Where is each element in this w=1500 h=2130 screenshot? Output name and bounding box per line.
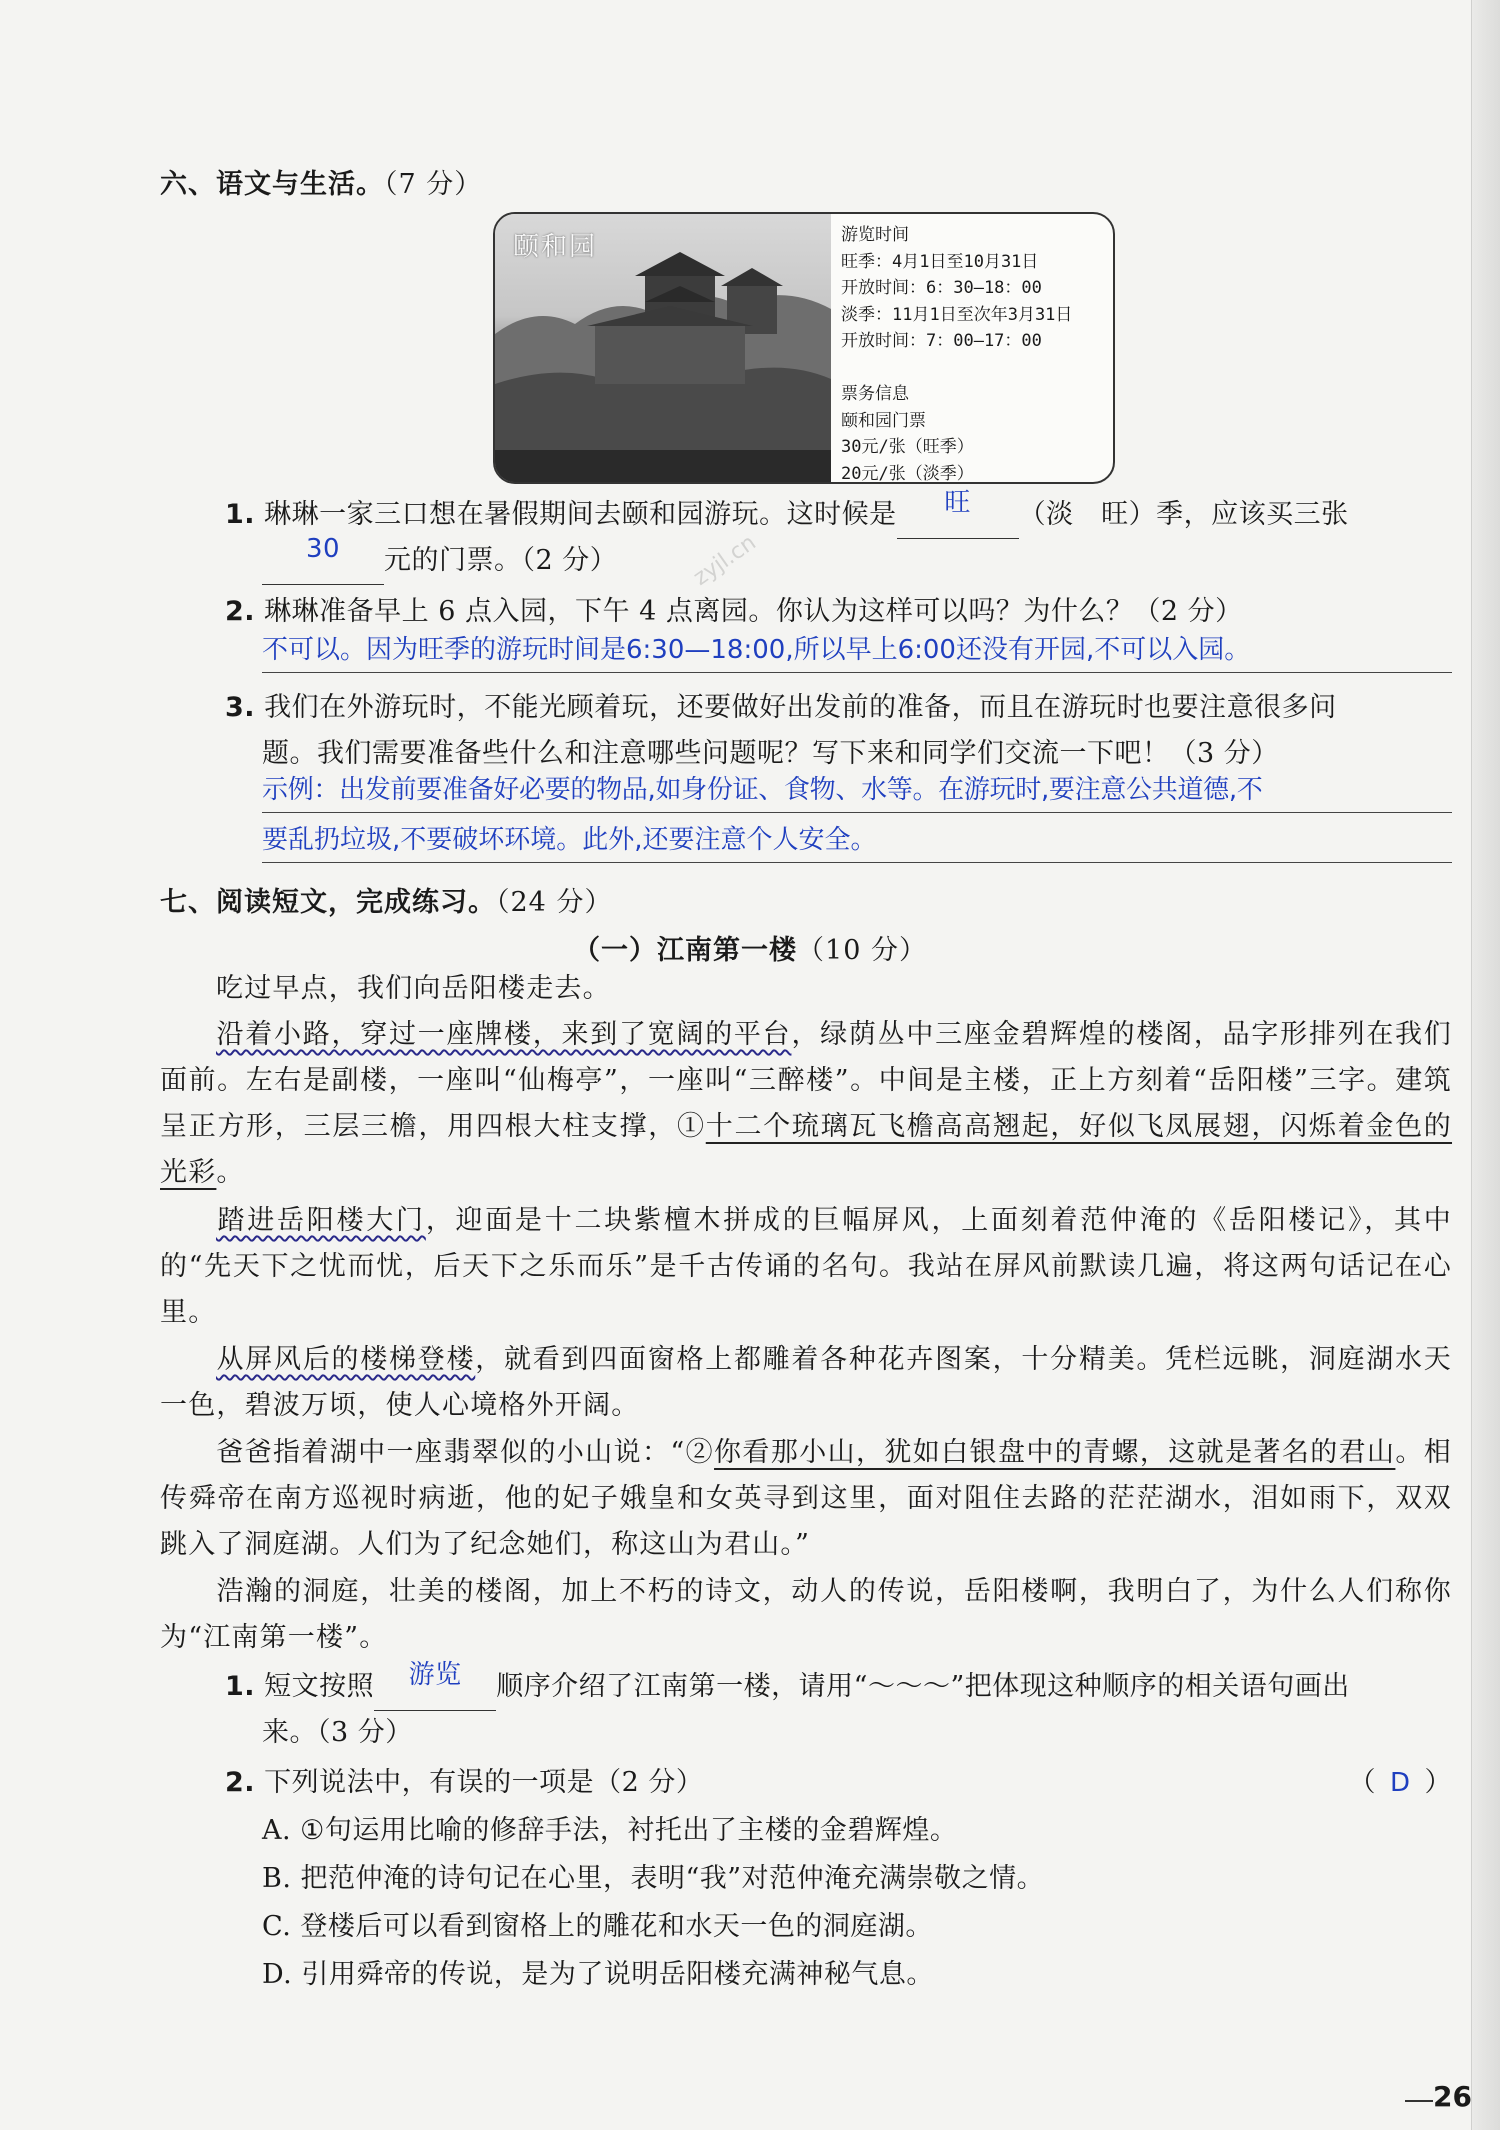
s6-q2: [225, 589, 1455, 635]
answer-text: 游览: [408, 1660, 462, 1690]
s6-q3: [225, 685, 1455, 731]
question-text: （淡 旺）季，应该买三张: [1018, 499, 1349, 530]
section6-score: （7 分）: [384, 169, 483, 200]
passage-title-score: （10 分）: [797, 935, 927, 966]
passage-title: [0, 928, 1500, 967]
answer-blank[interactable]: [897, 488, 1019, 539]
answer-line: [262, 862, 1452, 863]
s7-q1: [225, 1660, 1455, 1711]
passage-paragraph-3: [160, 1198, 1452, 1336]
page-number: 26: [1433, 2080, 1472, 2113]
info-line: 游览时间: [841, 225, 909, 245]
answer-blank[interactable]: [262, 534, 384, 585]
passage-title-text: （一）江南第一楼: [573, 935, 798, 966]
underlined-sentence: 十二个琉璃瓦飞檐高高翘起，好似飞凤展翅，闪烁着金色的光彩: [160, 1111, 1453, 1188]
info-line: 20元/张（淡季）: [841, 463, 974, 484]
section7-score: （24 分）: [496, 887, 613, 918]
paragraph-text: 爸爸指着湖中一座翡翠似的小山说：“: [216, 1437, 686, 1468]
s7-q2: [225, 1760, 1225, 1806]
wavy-underlined-text: 从屏风后的楼梯登楼: [216, 1344, 476, 1375]
bracket-close: ）: [1424, 1767, 1452, 1798]
s6-q2-answer[interactable]: 不可以。因为旺季的游玩时间是6:30—18:00,所以早上6:00还没有开园,不可以入园。: [262, 635, 1251, 665]
question-number: 2.: [225, 1767, 256, 1798]
s6-q1-cont: [262, 534, 1442, 585]
answer-text: 旺: [944, 488, 971, 518]
passage-paragraph-4: [160, 1337, 1452, 1429]
question-number: 1.: [225, 499, 256, 530]
section6-heading: [160, 162, 482, 201]
question-text: 题。我们需要准备些什么和注意哪些问题呢？写下来和同学们交流一下吧！（3 分）: [262, 738, 1279, 769]
question-text: 琳琳准备早上 6 点入园，下午 4 点离园。你认为这样可以吗？为什么？（2 分）: [264, 596, 1243, 627]
section7-heading: [160, 880, 612, 919]
info-line: 颐和园门票: [841, 410, 926, 431]
info-line: [841, 355, 1109, 381]
mcq-option-b: B. 把范仲淹的诗句记在心里，表明“我”对范仲淹充满崇敬之情。: [262, 1863, 1045, 1894]
paragraph-text: 吃过早点，我们向岳阳楼走去。: [216, 973, 611, 1004]
s6-q3-answer-line2[interactable]: 要乱扔垃圾,不要破坏环境。此外,还要注意个人安全。: [262, 825, 877, 855]
question-text: ”把体现这种顺序的相关语句画出: [950, 1671, 1350, 1702]
info-line: 30元/张（旺季）: [841, 437, 974, 458]
answer-text: 30: [305, 534, 341, 564]
answer-blank[interactable]: [374, 1660, 496, 1711]
question-text: 短文按照: [264, 1671, 375, 1702]
s6-q1: [225, 488, 1455, 539]
info-line: 开放时间：6：30—18：00: [841, 278, 1042, 299]
question-text: 顺序介绍了江南第一楼，请用“: [496, 1671, 868, 1702]
mcq-option-a: A. ①句运用比喻的修辞手法，衬托出了主楼的金碧辉煌。: [262, 1815, 958, 1846]
section7-heading-text: 七、阅读短文，完成练习。: [160, 887, 496, 918]
circled-mark: ②: [685, 1437, 715, 1468]
question-number: 2.: [225, 596, 256, 627]
paragraph-text: ，迎面是十二块紫檀木拼成的巨幅屏风，上面刻着范仲淹的《岳阳楼记》，其中的“先天下之忧而忧，后天下之乐而乐”是千古传诵的名句。我站在屏风前默读几遍，将这两句话记在心里。: [160, 1205, 1453, 1328]
circled-mark: ①: [677, 1111, 706, 1142]
summer-palace-photo: [495, 214, 831, 482]
question-text: 下列说法中，有误的一项是（2 分）: [264, 1767, 704, 1798]
question-text: 来。（3 分）: [262, 1717, 413, 1748]
wavy-underlined-text: 踏进岳阳楼大门: [216, 1205, 426, 1236]
answer-line: [262, 812, 1452, 813]
card-info-text: [841, 222, 1109, 484]
question-number: 3.: [225, 692, 256, 723]
passage-paragraph-2: [160, 1012, 1452, 1196]
page-edge: [1471, 0, 1500, 2130]
paragraph-text: ，绿荫丛中三座金碧辉煌的楼阁，品字形排列在我们面前。左右是副楼，一座叫“仙梅亭”，一座叫“三醉楼”。中间是主楼，正上方刻着“岳阳楼”三字。建筑呈正方形，三层三檐，用四根大柱支撑，: [160, 1019, 1453, 1142]
paragraph-text: 浩瀚的洞庭，壮美的楼阁，加上不朽的诗文，动人的传说，岳阳楼啊，我明白了，为什么人们称你为“江南第一楼”。: [160, 1576, 1452, 1653]
wave-symbol: ～～～: [867, 1671, 951, 1702]
mcq-option-d: D. 引用舜帝的传说，是为了说明岳阳楼充满神秘气息。: [262, 1959, 934, 1990]
summer-palace-info-card: [493, 212, 1115, 484]
watermark: zyjl.cn: [689, 530, 761, 591]
passage-paragraph-5: [160, 1430, 1452, 1568]
page-number-dash: [1405, 2100, 1433, 2102]
passage-paragraph-1: [160, 966, 1452, 1012]
question-text: 琳琳一家三口想在暑假期间去颐和园游玩。这时候是: [264, 499, 897, 530]
mcq-answer: D: [1389, 1768, 1411, 1798]
info-line: 开放时间：7：00—17：00: [841, 331, 1042, 352]
question-text: 元的门票。（2 分）: [384, 545, 618, 576]
question-number: 1.: [225, 1671, 256, 1702]
question-text: 我们在外游玩时，不能光顾着玩，还要做好出发前的准备，而且在游玩时也要注意很多问: [264, 692, 1337, 723]
info-line: 票务信息: [841, 383, 909, 404]
s6-q3-answer-line1[interactable]: 示例：出发前要准备好必要的物品,如身份证、食物、水等。在游玩时,要注意公共道德,不: [262, 775, 1263, 805]
underlined-sentence: 你看那小山，犹如白银盘中的青螺，这就是著名的君山: [714, 1437, 1396, 1468]
paragraph-text: 。相传舜帝在南方巡视时病逝，他的妃子娥皇和女英寻到这里，面对阻住去路的茫茫湖水，泪如雨下，双双跳入了洞庭湖。人们为了纪念她们，称这山为君山。”: [160, 1437, 1453, 1560]
wavy-underlined-text: 沿着小路，穿过一座牌楼，来到了宽阔的平台: [216, 1019, 792, 1050]
paragraph-text: 。: [216, 1157, 245, 1188]
info-line: 淡季：11月1日至次年3月31日: [841, 304, 1073, 325]
mcq-option-c: C. 登楼后可以看到窗格上的雕花和水天一色的洞庭湖。: [262, 1911, 933, 1942]
info-line: 旺季：4月1日至10月31日: [841, 251, 1039, 272]
passage-paragraph-6: [160, 1569, 1452, 1661]
bracket-open: （: [1348, 1767, 1376, 1798]
section6-heading-text: 六、语文与生活。: [160, 169, 384, 200]
paragraph-text: ，就看到四面窗格上都雕着各种花卉图案，十分精美。凭栏远眺，洞庭湖水天一色，碧波万顷，使人心境格外开阔。: [160, 1344, 1452, 1421]
photo-title: 颐和园: [513, 232, 598, 262]
mcq-answer-bracket[interactable]: [1348, 1760, 1452, 1806]
answer-line: [262, 672, 1452, 673]
